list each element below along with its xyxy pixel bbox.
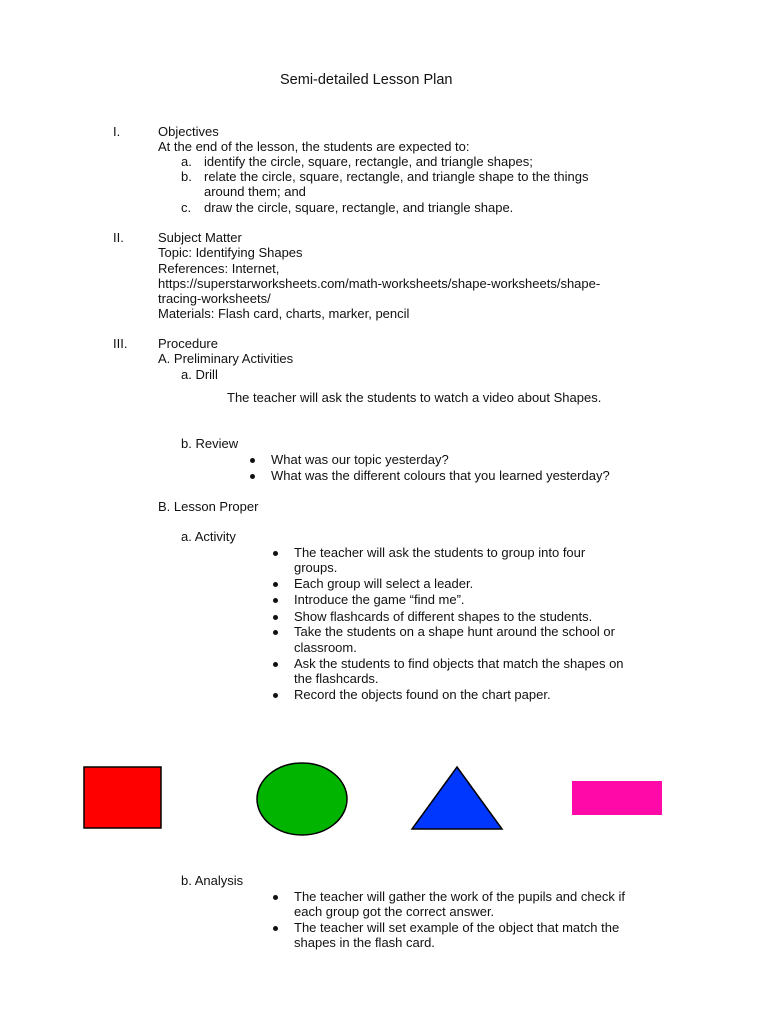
topic-line: Topic: Identifying Shapes [158, 245, 303, 260]
red-square-shape [84, 767, 161, 828]
activity-bullet: Ask the students to find objects that match the shapes on [294, 656, 624, 671]
section-number-subject-matter: II. [113, 230, 124, 245]
objective-text: draw the circle, square, rectangle, and triangle shape. [204, 200, 514, 215]
activity-bullet-continued: classroom. [294, 640, 357, 655]
objective-text: around them; and [204, 184, 306, 199]
blue-triangle-shape [412, 767, 502, 829]
materials-line: Materials: Flash card, charts, marker, pencil [158, 306, 410, 321]
lesson-proper-heading: B. Lesson Proper [158, 499, 259, 514]
subject-matter-heading: Subject Matter [158, 230, 242, 245]
section-number-procedure: III. [113, 336, 128, 351]
drill-label: a. Drill [181, 367, 218, 382]
activity-bullet: Introduce the game “find me”. [294, 592, 465, 607]
activity-bullet: Take the students on a shape hunt around the school or [294, 624, 615, 639]
analysis-bullet-continued: shapes in the flash card. [294, 935, 435, 950]
objective-text: relate the circle, square, rectangle, and triangle shape to the things [204, 169, 589, 184]
green-circle-shape [257, 763, 347, 835]
objective-letter: b. [181, 169, 192, 184]
activity-bullet: Record the objects found on the chart paper. [294, 687, 551, 702]
review-bullet: What was our topic yesterday? [271, 452, 449, 467]
analysis-bullet-continued: each group got the correct answer. [294, 904, 495, 919]
preliminary-activities-heading: A. Preliminary Activities [158, 351, 294, 366]
reference-url-continued: tracing-worksheets/ [158, 291, 271, 306]
section-number-objectives: I. [113, 124, 121, 139]
pink-rectangle-shape [572, 781, 662, 815]
objective-letter: a. [181, 154, 192, 169]
activity-bullet: Show flashcards of different shapes to the students. [294, 609, 593, 624]
reference-url: https://superstarworksheets.com/math-worksheets/shape-worksheets/shape- [158, 276, 601, 291]
activity-bullet: The teacher will ask the students to group into four [294, 545, 586, 560]
analysis-bullet: The teacher will set example of the object that match the [294, 920, 620, 935]
references-line: References: Internet, [158, 261, 280, 276]
objective-text: identify the circle, square, rectangle, and triangle shapes; [204, 154, 533, 169]
review-label: b. Review [181, 436, 239, 451]
drill-text: The teacher will ask the students to watch a video about Shapes. [227, 390, 602, 405]
analysis-bullet: The teacher will gather the work of the pupils and check if [294, 889, 625, 904]
objective-letter: c. [181, 200, 192, 215]
activity-bullet-continued: the flashcards. [294, 671, 379, 686]
objectives-intro: At the end of the lesson, the students are expected to: [158, 139, 470, 154]
procedure-heading: Procedure [158, 336, 218, 351]
activity-bullet: Each group will select a leader. [294, 576, 474, 591]
review-bullet: What was the different colours that you learned yesterday? [271, 468, 610, 483]
activity-bullet-continued: groups. [294, 560, 338, 575]
objectives-heading: Objectives [158, 124, 219, 139]
analysis-label: b. Analysis [181, 873, 244, 888]
activity-label: a. Activity [181, 529, 236, 544]
page-title: Semi-detailed Lesson Plan [280, 72, 453, 88]
